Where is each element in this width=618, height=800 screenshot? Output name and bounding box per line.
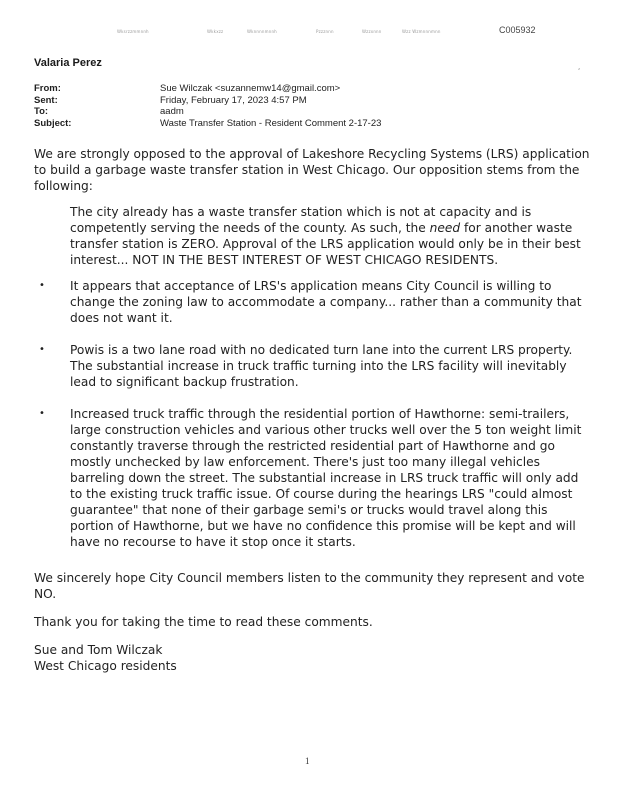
signature-names: Sue and Tom Wilczak [34, 643, 163, 657]
email-metadata [34, 83, 381, 129]
header-faint-label: Wkkxzz [207, 29, 224, 34]
meta-label: To: [34, 106, 49, 117]
meta-row-sent [34, 95, 381, 107]
point-text: for another waste transfer station is ZERO. Approval of the LRS application would only be in their best interest... NOT IN THE BEST INTEREST OF WEST CHICAGO RESIDENTS. [70, 221, 581, 267]
meta-value: Waste Transfer Station - Resident Comment 2-17-23 [160, 117, 382, 129]
closing-paragraph: We sincerely hope City Council members listen to the community they represent and vote NO. [34, 571, 585, 601]
header-faint-label: Wzz Wzmnnnmnn [402, 29, 441, 34]
meta-row-subject [34, 118, 381, 130]
meta-label: From: [34, 83, 61, 94]
page-header [0, 0, 618, 50]
bullet-list [34, 278, 594, 550]
meta-value: Friday, February 17, 2023 4:57 PM [160, 94, 307, 106]
meta-value: Sue Wilczak <suzannemw14@gmail.com> [160, 83, 341, 94]
page-number: 1 [305, 756, 310, 766]
header-faint-label: Wknnnnmnnh [247, 29, 277, 34]
signature-location: West Chicago residents [34, 659, 177, 673]
meta-label: Sent: [34, 94, 58, 106]
bullet-item: • Increased truck traffic through the residential portion of Hawthorne: semi-trailers, large construction vehicles and various other trucks well over the 5 ton weight limit constantly traverse through the restricted residential part of Hawthorne and go mostly unchecked by law enforcement. There's just too many illegal vehicles barreling down the street. The substantial increase in LRS truck traffic will only add to the existing truck traffic issue. Of course during the hearings LRS "could almost guarantee" that none of their garbage semi's or trucks would travel along this portion of Hawthorne, but we have no confidence this promise will be kept and will have no recourse to have it stop once it starts. [34, 406, 584, 550]
signature [34, 642, 594, 674]
header-faint-label: Wksrzzmmnnh [117, 29, 149, 34]
meta-row-from [34, 83, 381, 95]
header-faint-label: Wzzxnnn [362, 29, 382, 34]
meta-label: Subject: [34, 117, 72, 129]
point-emphasis: need [429, 221, 461, 235]
email-body [34, 146, 594, 674]
point-text: The city already has a waste transfer station which is not at capacity and is competently serving the needs of the county. As such, the [70, 205, 532, 235]
bullet-item: • Powis is a two lane road with no dedicated turn lane into the current LRS property. The substantial increase in truck traffic turning into the LRS facility will inevitably lead to significant backup frustration. [34, 342, 584, 390]
bullet-item: • It appears that acceptance of LRS's application means City Council is willing to change the zoning law to accommodate a company... rather than a community that does not want it. [34, 278, 584, 326]
header-faint-label: Pzzznnn [316, 29, 334, 34]
thanks-paragraph: Thank you for taking the time to read these comments. [34, 615, 373, 629]
sender-name: Valaria Perez [34, 57, 102, 69]
corner-mark: , [578, 63, 581, 71]
meta-row-to [34, 106, 381, 118]
point-capacity [70, 204, 584, 268]
meta-value: aadm [160, 106, 184, 117]
document-id: C005932 [499, 25, 536, 35]
intro-paragraph: We are strongly opposed to the approval of Lakeshore Recycling Systems (LRS) application to build a garbage waste transfer station in West Chicago. Our opposition stems from the following: [34, 147, 590, 193]
